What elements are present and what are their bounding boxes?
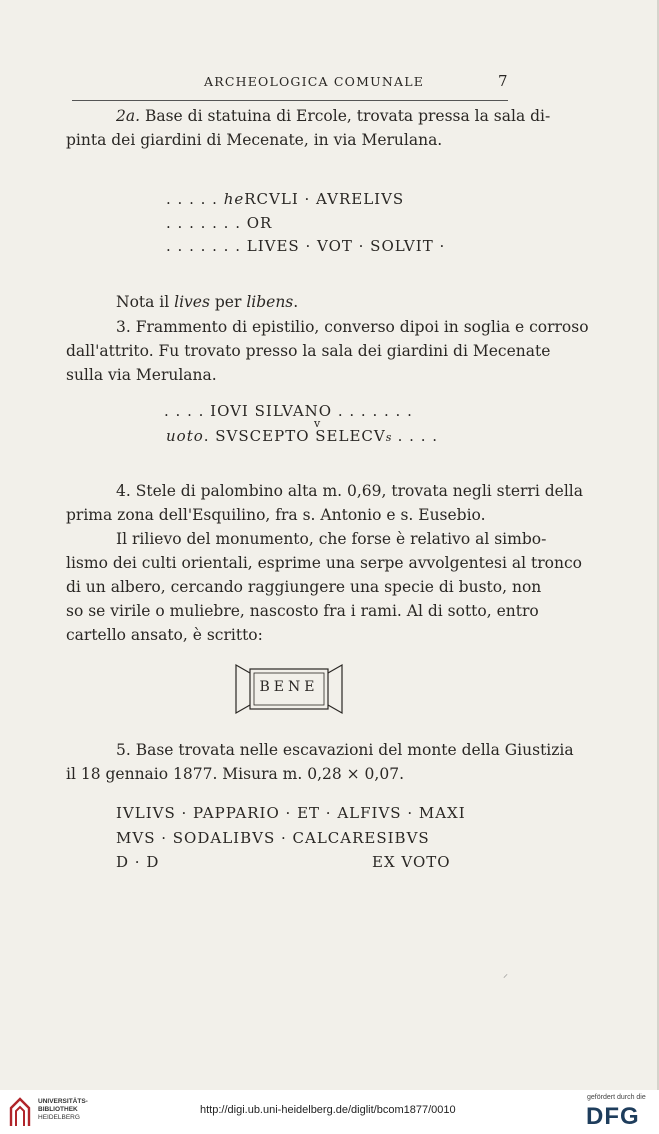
inscription-2a-italic: he xyxy=(223,190,245,208)
entry-4-line-1: 4. Stele di palombino alta m. 0,69, trovata negli sterri della xyxy=(116,482,583,500)
note-lives: lives xyxy=(174,293,210,311)
library-line-1: UNIVERSITÄTS- xyxy=(38,1098,88,1105)
entry-3-line-3: sulla via Merulana. xyxy=(66,366,217,384)
entry-4-line-2: prima zona dell'Esquilino, fra s. Antonio e s. Eusebio. xyxy=(66,506,486,524)
cartouche-ansata xyxy=(232,663,346,715)
library-name xyxy=(38,1098,88,1122)
note-end: . xyxy=(293,293,299,311)
inscription-2a-line-3: . . . . . . . LIVES · VOT · SOLVIT · xyxy=(166,237,446,255)
inscription-3-text: . SVSCEPTO SELECV xyxy=(203,427,386,445)
inscription-3-s: s xyxy=(385,431,392,444)
entry-5-line-2: il 18 gennaio 1877. Misura m. 0,28 × 0,07. xyxy=(66,765,404,783)
stray-mark: ⸝ xyxy=(503,969,508,980)
entry-2a-line-1 xyxy=(116,104,551,128)
entry-4-line-7: cartello ansato, è scritto: xyxy=(66,626,263,644)
entry-2a-line-2: pinta dei giardini di Mecenate, in via Merulana. xyxy=(66,131,443,149)
entry-5-line-1: 5. Base trovata nelle escavazioni del monte della Giustizia xyxy=(116,741,574,759)
entry-3-line-2: dall'attrito. Fu trovato presso la sala dei giardini di Mecenate xyxy=(66,342,551,360)
inscription-3-dots: . . . . xyxy=(391,427,439,445)
running-header: ARCHEOLOGICA COMUNALE xyxy=(204,74,425,89)
inscription-3-superscript: v xyxy=(314,417,321,430)
funded-by-caption: gefördert durch die xyxy=(587,1094,646,1101)
header-rule xyxy=(72,100,508,101)
entry-4-line-3: Il rilievo del monumento, che forse è relativo al simbo- xyxy=(116,530,547,548)
inscription-3-line-1: . . . . IOVI SILVANO . . . . . . . xyxy=(164,402,413,420)
dfg-logo: DFG xyxy=(586,1103,640,1130)
entry-4-line-5: di un albero, cercando raggiungere una specie di busto, non xyxy=(66,578,542,596)
entry-2a-number: 2a. xyxy=(116,107,141,125)
inscription-2a-dots: . . . . . xyxy=(166,190,218,208)
inscription-5-line-3a: D · D xyxy=(116,853,160,871)
footer-bar xyxy=(0,1090,659,1134)
library-line-2: BIBLIOTHEK xyxy=(38,1106,78,1113)
inscription-2a-text: RCVLI · AVRELIVS xyxy=(244,190,405,208)
entry-2a-text-1: Base di statuina di Ercole, trovata pressa la sala di- xyxy=(144,107,551,125)
inscription-5-line-1: IVLIVS · PAPPARIO · ET · ALFIVS · MAXI xyxy=(116,804,466,822)
inscription-5-line-2: MVS · SODALIBVS · CALCARESIBVS xyxy=(116,829,430,847)
permalink-url[interactable]: http://digi.ub.uni-heidelberg.de/diglit/bcom1877/0010 xyxy=(200,1104,456,1116)
ub-heidelberg-logo-icon xyxy=(8,1096,32,1128)
note-mid: per xyxy=(209,293,247,311)
note-pre: Nota il xyxy=(116,293,175,311)
inscription-5-line-3b: EX VOTO xyxy=(372,853,451,871)
library-line-3: HEIDELBERG xyxy=(38,1114,80,1121)
note-libens: libens xyxy=(246,293,294,311)
entry-4-line-6: so se virile o muliebre, nascosto fra i rami. Al di sotto, entro xyxy=(66,602,539,620)
inscription-2a-line-2: . . . . . . . OR xyxy=(166,214,273,232)
note-line xyxy=(116,290,298,314)
entry-3-line-1: 3. Frammento di epistilio, converso dipoi in soglia e corroso xyxy=(116,318,589,336)
cartouche-text: BENE xyxy=(259,679,319,695)
page-number: 7 xyxy=(498,72,508,90)
entry-4-line-4: lismo dei culti orientali, esprime una serpe avvolgentesi al tronco xyxy=(66,554,582,572)
inscription-3-line-2 xyxy=(166,427,438,445)
inscription-2a-line-1 xyxy=(166,190,404,208)
inscription-3-uoto: uoto xyxy=(166,427,204,445)
